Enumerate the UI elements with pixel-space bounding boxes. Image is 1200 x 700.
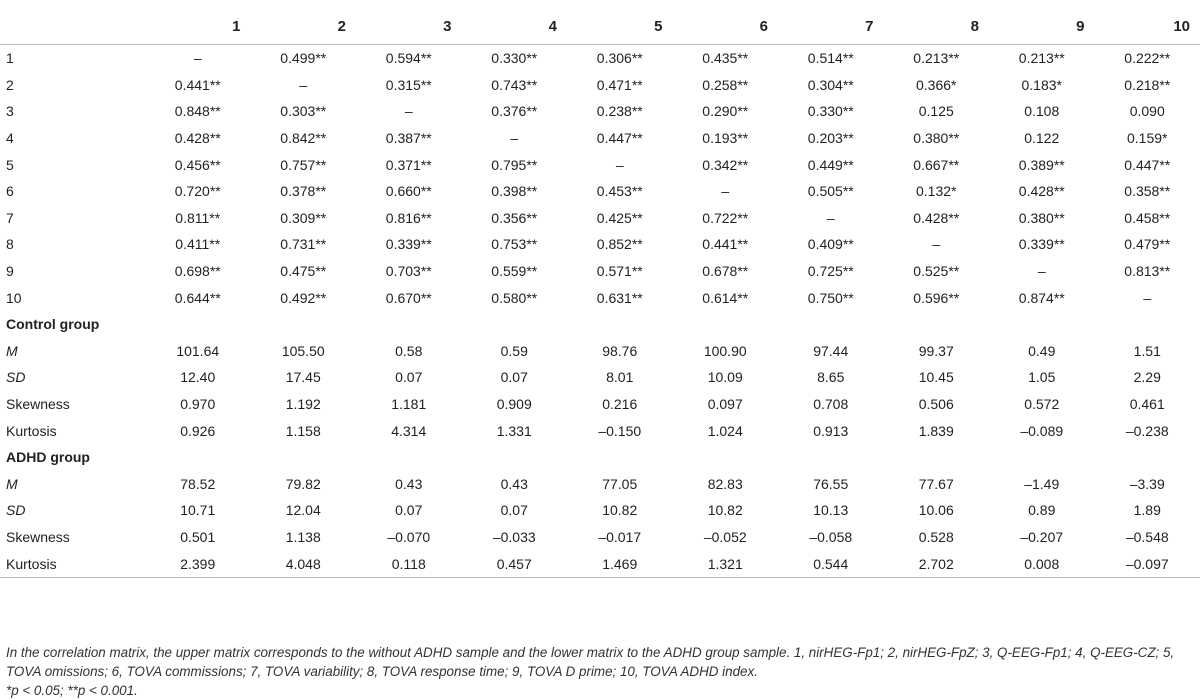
table-cell: 0.387**: [356, 125, 462, 152]
table-cell: –: [673, 178, 779, 205]
table-row: [0, 205, 1200, 232]
table-cell: 0.398**: [462, 178, 568, 205]
table-cell: 0.428**: [145, 125, 251, 152]
table-row: [0, 151, 1200, 178]
table-cell: 100.90: [673, 338, 779, 365]
table-cell: 0.218**: [1095, 72, 1200, 99]
table-cell: 0.435**: [673, 45, 779, 72]
table-row: [0, 45, 1200, 72]
group-title: Control group: [0, 311, 1200, 338]
table-cell: 1.158: [251, 417, 357, 444]
table-cell: 0.471**: [567, 72, 673, 99]
table-cell: –3.39: [1095, 471, 1200, 498]
table-cell: 0.816**: [356, 205, 462, 232]
table-row: [0, 284, 1200, 311]
table-cell: 1.321: [673, 550, 779, 577]
group-title-row: [0, 311, 1200, 338]
table-cell: 0.757**: [251, 151, 357, 178]
table-cell: 0.492**: [251, 284, 357, 311]
table-cell: 0.216: [567, 391, 673, 418]
correlation-table: [0, 8, 1200, 578]
row-label: SD: [0, 364, 145, 391]
table-cell: 2.399: [145, 550, 251, 577]
table-cell: 1.331: [462, 417, 568, 444]
table-cell: 0.376**: [462, 98, 568, 125]
table-cell: 0.193**: [673, 125, 779, 152]
table-cell: 0.811**: [145, 205, 251, 232]
table-cell: 0.501: [145, 524, 251, 551]
table-cell: 0.203**: [778, 125, 884, 152]
table-cell: 0.59: [462, 338, 568, 365]
table-cell: 4.048: [251, 550, 357, 577]
table-cell: 0.514**: [778, 45, 884, 72]
table-cell: 0.505**: [778, 178, 884, 205]
table-cell: 0.222**: [1095, 45, 1200, 72]
table-cell: 0.380**: [989, 205, 1095, 232]
column-header: 8: [884, 8, 990, 45]
row-label: 7: [0, 205, 145, 232]
table-cell: 78.52: [145, 471, 251, 498]
table-cell: 4.314: [356, 417, 462, 444]
row-label: 4: [0, 125, 145, 152]
table-cell: 0.213**: [884, 45, 990, 72]
column-header: 7: [778, 8, 884, 45]
table-cell: 0.667**: [884, 151, 990, 178]
table-cell: 0.644**: [145, 284, 251, 311]
row-label: SD: [0, 497, 145, 524]
table-cell: 0.303**: [251, 98, 357, 125]
table-cell: 0.670**: [356, 284, 462, 311]
column-header: 2: [251, 8, 357, 45]
row-label: Kurtosis: [0, 550, 145, 577]
table-row: [0, 178, 1200, 205]
table-cell: 0.183*: [989, 72, 1095, 99]
table-cell: –: [145, 45, 251, 72]
table-cell: 0.457: [462, 550, 568, 577]
header-row: [0, 8, 1200, 45]
table-row: [0, 417, 1200, 444]
table-cell: 0.874**: [989, 284, 1095, 311]
row-label: 8: [0, 231, 145, 258]
table-cell: –0.089: [989, 417, 1095, 444]
table-cell: 1.469: [567, 550, 673, 577]
table-cell: 0.339**: [989, 231, 1095, 258]
row-label: M: [0, 338, 145, 365]
table-cell: 0.132*: [884, 178, 990, 205]
table-cell: 0.389**: [989, 151, 1095, 178]
table-row: [0, 338, 1200, 365]
table-cell: –: [251, 72, 357, 99]
table-cell: 0.304**: [778, 72, 884, 99]
table-cell: 10.09: [673, 364, 779, 391]
table-cell: 0.428**: [884, 205, 990, 232]
column-header: 5: [567, 8, 673, 45]
table-cell: 101.64: [145, 338, 251, 365]
table-cell: 0.559**: [462, 258, 568, 285]
table-cell: 17.45: [251, 364, 357, 391]
table-row: [0, 364, 1200, 391]
column-header: 3: [356, 8, 462, 45]
table-cell: 0.660**: [356, 178, 462, 205]
row-label: 3: [0, 98, 145, 125]
table-cell: –0.017: [567, 524, 673, 551]
table-cell: 0.596**: [884, 284, 990, 311]
table-row: [0, 125, 1200, 152]
table-cell: –: [778, 205, 884, 232]
table-cell: –0.033: [462, 524, 568, 551]
column-header: 1: [145, 8, 251, 45]
table-cell: –: [356, 98, 462, 125]
table-row: [0, 98, 1200, 125]
table-header: [0, 8, 1200, 45]
column-header: 6: [673, 8, 779, 45]
table-cell: 12.04: [251, 497, 357, 524]
table-cell: 0.909: [462, 391, 568, 418]
table-cell: 0.330**: [778, 98, 884, 125]
table-cell: 10.82: [673, 497, 779, 524]
table-cell: –0.097: [1095, 550, 1200, 577]
table-cell: 0.07: [462, 364, 568, 391]
table-cell: 0.456**: [145, 151, 251, 178]
table-cell: 8.01: [567, 364, 673, 391]
table-cell: 0.309**: [251, 205, 357, 232]
table-cell: –: [1095, 284, 1200, 311]
table-row: [0, 258, 1200, 285]
table-cell: 0.411**: [145, 231, 251, 258]
table-cell: 0.614**: [673, 284, 779, 311]
table-cell: 0.852**: [567, 231, 673, 258]
table-cell: 0.07: [462, 497, 568, 524]
table-cell: 76.55: [778, 471, 884, 498]
table-cell: 0.378**: [251, 178, 357, 205]
table-cell: –: [462, 125, 568, 152]
table-cell: 2.29: [1095, 364, 1200, 391]
row-label: Skewness: [0, 524, 145, 551]
table-cell: 1.51: [1095, 338, 1200, 365]
table-cell: –0.052: [673, 524, 779, 551]
table-row: [0, 391, 1200, 418]
table-cell: 0.290**: [673, 98, 779, 125]
table-cell: 0.795**: [462, 151, 568, 178]
table-cell: 0.447**: [567, 125, 673, 152]
table-cell: –0.070: [356, 524, 462, 551]
notes-legend: In the correlation matrix, the upper matrix corresponds to the without ADHD sample and the lower matrix to the ADHD group sample. 1, nirHEG-Fp1; 2, nirHEG-FpZ; 3, Q-EEG-Fp1; 4, Q-EEG-CZ; 5, TOVA omissions; 6, TOVA commissions; 7, TOVA variability; 8, TOVA response time; 9, TOVA D prime; 10, TOVA ADHD index.: [6, 643, 1196, 681]
table-cell: 77.67: [884, 471, 990, 498]
table-cell: 98.76: [567, 338, 673, 365]
table-row: [0, 471, 1200, 498]
table-cell: 0.371**: [356, 151, 462, 178]
table-cell: 0.306**: [567, 45, 673, 72]
table-cell: 0.528: [884, 524, 990, 551]
table-cell: –0.548: [1095, 524, 1200, 551]
table-cell: 0.07: [356, 497, 462, 524]
table-cell: 0.090: [1095, 98, 1200, 125]
table-body: [0, 45, 1200, 578]
table-cell: 0.330**: [462, 45, 568, 72]
row-label: M: [0, 471, 145, 498]
table-cell: 0.743**: [462, 72, 568, 99]
table-cell: 0.913: [778, 417, 884, 444]
row-label: 1: [0, 45, 145, 72]
row-label: Skewness: [0, 391, 145, 418]
row-label: 6: [0, 178, 145, 205]
table-cell: 0.097: [673, 391, 779, 418]
table-cell: 0.449**: [778, 151, 884, 178]
table-cell: 0.315**: [356, 72, 462, 99]
table-cell: 0.447**: [1095, 151, 1200, 178]
table-cell: 0.842**: [251, 125, 357, 152]
group-title: ADHD group: [0, 444, 1200, 471]
table-cell: 0.572: [989, 391, 1095, 418]
table-cell: –: [884, 231, 990, 258]
table-cell: 0.380**: [884, 125, 990, 152]
table-cell: 0.720**: [145, 178, 251, 205]
table-cell: –1.49: [989, 471, 1095, 498]
table-cell: 0.461: [1095, 391, 1200, 418]
notes-significance: *p < 0.05; **p < 0.001.: [6, 681, 1196, 700]
table-cell: –0.150: [567, 417, 673, 444]
table-cell: 1.181: [356, 391, 462, 418]
table-cell: 0.428**: [989, 178, 1095, 205]
table-cell: 0.07: [356, 364, 462, 391]
table-cell: 0.698**: [145, 258, 251, 285]
table-cell: 97.44: [778, 338, 884, 365]
table-cell: 0.453**: [567, 178, 673, 205]
table-cell: 0.122: [989, 125, 1095, 152]
table-cell: 0.479**: [1095, 231, 1200, 258]
table-cell: 0.970: [145, 391, 251, 418]
table-cell: 10.45: [884, 364, 990, 391]
table-cell: 0.708: [778, 391, 884, 418]
table-cell: 0.475**: [251, 258, 357, 285]
table-cell: 0.813**: [1095, 258, 1200, 285]
table-cell: 0.753**: [462, 231, 568, 258]
table-cell: 99.37: [884, 338, 990, 365]
table-cell: 0.580**: [462, 284, 568, 311]
table-cell: –: [989, 258, 1095, 285]
table-cell: 0.118: [356, 550, 462, 577]
table-row: [0, 72, 1200, 99]
table-cell: 0.366*: [884, 72, 990, 99]
table-cell: 1.89: [1095, 497, 1200, 524]
table-cell: 0.525**: [884, 258, 990, 285]
table-cell: 0.356**: [462, 205, 568, 232]
table-cell: 8.65: [778, 364, 884, 391]
table-cell: 79.82: [251, 471, 357, 498]
table-cell: 0.506: [884, 391, 990, 418]
row-label: Kurtosis: [0, 417, 145, 444]
column-header: 9: [989, 8, 1095, 45]
table-cell: –0.207: [989, 524, 1095, 551]
table-cell: 0.258**: [673, 72, 779, 99]
table-cell: 0.89: [989, 497, 1095, 524]
table-cell: 0.108: [989, 98, 1095, 125]
table-cell: 1.192: [251, 391, 357, 418]
table-cell: 0.594**: [356, 45, 462, 72]
table-cell: 0.750**: [778, 284, 884, 311]
row-label: 9: [0, 258, 145, 285]
table-cell: –0.058: [778, 524, 884, 551]
table-cell: 0.631**: [567, 284, 673, 311]
table-cell: 0.008: [989, 550, 1095, 577]
table-cell: 0.499**: [251, 45, 357, 72]
table-cell: 0.125: [884, 98, 990, 125]
table-cell: 1.839: [884, 417, 990, 444]
table-cell: 0.703**: [356, 258, 462, 285]
table-cell: 0.731**: [251, 231, 357, 258]
table-row: [0, 497, 1200, 524]
table-cell: 0.238**: [567, 98, 673, 125]
row-label: 10: [0, 284, 145, 311]
table-cell: 0.441**: [673, 231, 779, 258]
table-cell: 10.71: [145, 497, 251, 524]
table-cell: 77.05: [567, 471, 673, 498]
table-cell: –: [567, 151, 673, 178]
table-cell: 0.43: [462, 471, 568, 498]
table-cell: 10.82: [567, 497, 673, 524]
table-cell: 0.425**: [567, 205, 673, 232]
table-row: [0, 550, 1200, 577]
table-cell: 0.43: [356, 471, 462, 498]
table-cell: 0.339**: [356, 231, 462, 258]
table-cell: 0.722**: [673, 205, 779, 232]
header-corner: [0, 8, 145, 45]
table-cell: 0.441**: [145, 72, 251, 99]
table-cell: 0.159*: [1095, 125, 1200, 152]
row-label: 5: [0, 151, 145, 178]
row-label: 2: [0, 72, 145, 99]
table-cell: 1.024: [673, 417, 779, 444]
table-cell: 0.571**: [567, 258, 673, 285]
column-header: 4: [462, 8, 568, 45]
table-cell: 0.358**: [1095, 178, 1200, 205]
table-cell: 12.40: [145, 364, 251, 391]
table-cell: 0.342**: [673, 151, 779, 178]
table-cell: 0.58: [356, 338, 462, 365]
table-cell: 2.702: [884, 550, 990, 577]
table-row: [0, 524, 1200, 551]
table-cell: 10.06: [884, 497, 990, 524]
table-cell: 0.848**: [145, 98, 251, 125]
table-cell: 0.678**: [673, 258, 779, 285]
group-title-row: [0, 444, 1200, 471]
table-cell: 105.50: [251, 338, 357, 365]
table-cell: 0.458**: [1095, 205, 1200, 232]
table-cell: 1.138: [251, 524, 357, 551]
table-cell: 0.49: [989, 338, 1095, 365]
table-cell: 10.13: [778, 497, 884, 524]
table-cell: 0.544: [778, 550, 884, 577]
table-cell: 1.05: [989, 364, 1095, 391]
column-header: 10: [1095, 8, 1200, 45]
table-cell: 82.83: [673, 471, 779, 498]
table-cell: 0.725**: [778, 258, 884, 285]
table-row: [0, 231, 1200, 258]
table-cell: 0.926: [145, 417, 251, 444]
table-notes: [6, 643, 1196, 700]
table-cell: 0.409**: [778, 231, 884, 258]
table-cell: 0.213**: [989, 45, 1095, 72]
table-cell: –0.238: [1095, 417, 1200, 444]
